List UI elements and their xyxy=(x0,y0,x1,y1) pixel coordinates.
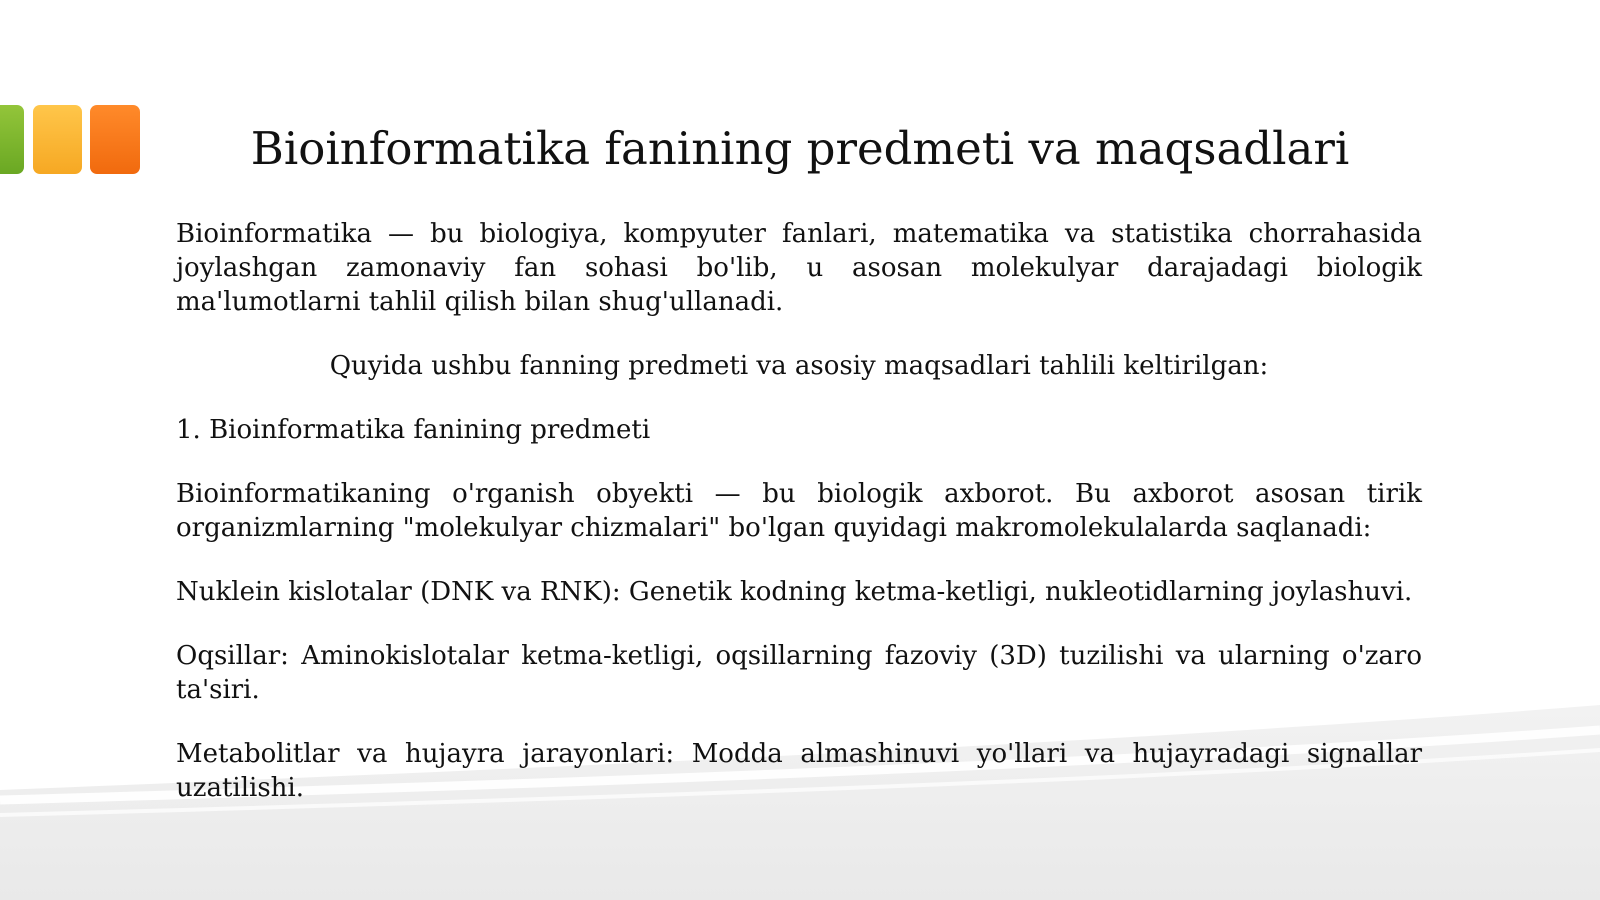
nucleic-acids-paragraph: Nuklein kislotalar (DNK va RNK): Genetik kodning ketma-ketligi, nukleotidlarning joylashuvi. xyxy=(176,577,1413,607)
metabolites-paragraph: Metabolitlar va hujayra jarayonlari: Modda almashinuvi yo'llari va hujayradagi signallar uzatilishi. xyxy=(176,739,1422,803)
section-heading: 1. Bioinformatika fanining predmeti xyxy=(176,415,651,445)
decor-block-green xyxy=(0,105,24,174)
decor-block-orange xyxy=(90,105,140,174)
decor-block-yellow xyxy=(33,105,82,174)
slide-title: Bioinformatika fanining predmeti va maqsadlari xyxy=(250,122,1350,175)
proteins-paragraph: Oqsillar: Aminokislotalar ketma-ketligi, oqsillarning fazoviy (3D) tuzilishi va ularning o'zaro ta'siri. xyxy=(176,641,1422,705)
slide-body xyxy=(176,217,1422,835)
intro-paragraph: Bioinformatika — bu biologiya, kompyuter fanlari, matematika va statistika chorrahasida joylashgan zamonaviy fan sohasi bo'lib, u asosan molekulyar darajadagi biologik ma'lumotlarni tahlil qilish bilan shug'ullanadi. xyxy=(176,219,1422,317)
overview-paragraph: Quyida ushbu fanning predmeti va asosiy maqsadlari tahlili keltirilgan: xyxy=(329,351,1269,381)
object-paragraph: Bioinformatikaning o'rganish obyekti — bu biologik axborot. Bu axborot asosan tirik organizmlarning "molekulyar chizmalari" bo'lgan quyidagi makromolekulalarda saqlanadi: xyxy=(176,479,1422,543)
